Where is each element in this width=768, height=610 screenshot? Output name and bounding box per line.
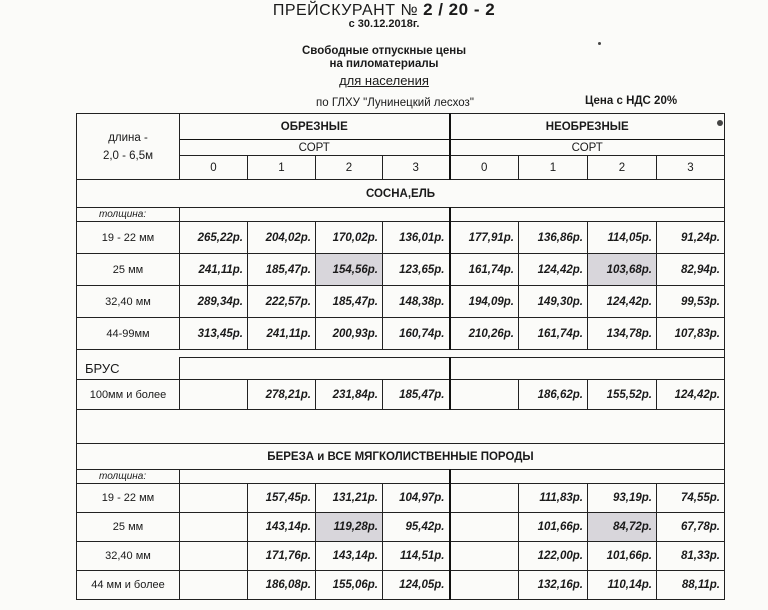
price-cell: 104,97р.: [383, 484, 450, 513]
price-cell: [450, 571, 519, 600]
group-edged: ОБРЕЗНЫЕ: [180, 114, 450, 140]
row-size-label: 32,40 мм: [77, 542, 180, 571]
price-cell: 123,65р.: [383, 254, 450, 286]
price-cell: 241,11р.: [180, 254, 248, 286]
price-cell: 278,21р.: [248, 380, 316, 410]
price-cell: [180, 542, 248, 571]
subtitle-line-2: на пиломатериалы: [329, 58, 439, 70]
price-cell: 124,05р.: [383, 571, 450, 600]
group-unedged: НЕОБРЕЗНЫЕ: [450, 114, 725, 140]
grade-cell: 3: [383, 156, 450, 180]
section-pine: СОСНА,ЕЛЬ: [77, 180, 725, 208]
row-size-label: 100мм и более: [77, 380, 180, 410]
price-cell: 204,02р.: [248, 222, 316, 254]
price-cell: 154,56р.: [316, 254, 383, 286]
price-cell: 122,00р.: [519, 542, 588, 571]
price-cell: 131,21р.: [316, 484, 383, 513]
thickness-label: толщина:: [77, 470, 180, 484]
grade-cell: 2: [588, 156, 657, 180]
row-size-label: 25 мм: [77, 513, 180, 542]
price-cell: 231,84р.: [316, 380, 383, 410]
price-cell: 160,74р.: [383, 318, 450, 350]
price-cell: 222,57р.: [248, 286, 316, 318]
price-cell: 170,02р.: [316, 222, 383, 254]
price-cell: 124,42р.: [657, 380, 725, 410]
price-cell: 88,11р.: [657, 571, 725, 600]
row-size-label: 44 мм и более: [77, 571, 180, 600]
table-row: [77, 484, 725, 513]
row-size-label: 44-99мм: [77, 318, 180, 350]
price-cell: 161,74р.: [519, 318, 588, 350]
price-cell: 81,33р.: [657, 542, 725, 571]
price-cell: 157,45р.: [248, 484, 316, 513]
price-cell: [450, 380, 519, 410]
row-size-label: 32,40 мм: [77, 286, 180, 318]
price-cell: 241,11р.: [248, 318, 316, 350]
price-cell: 194,09р.: [450, 286, 519, 318]
price-cell: 177,91р.: [450, 222, 519, 254]
price-cell: 148,38р.: [383, 286, 450, 318]
grade-cell: 2: [316, 156, 383, 180]
price-cell: 124,42р.: [588, 286, 657, 318]
price-cell: [180, 571, 248, 600]
price-cell: 99,53р.: [657, 286, 725, 318]
price-cell: 289,34р.: [180, 286, 248, 318]
price-cell: 200,93р.: [316, 318, 383, 350]
beam-label: БРУС: [77, 358, 180, 380]
row-size-label: 19 - 22 мм: [77, 484, 180, 513]
price-cell: 110,14р.: [588, 571, 657, 600]
price-cell: 103,68р.: [588, 254, 657, 286]
length-header: [77, 114, 180, 180]
price-cell: 186,62р.: [519, 380, 588, 410]
organization-label: по ГЛХУ "Лунинецкий лесхоз": [316, 97, 474, 109]
price-cell: 265,22р.: [180, 222, 248, 254]
price-cell: 101,66р.: [588, 542, 657, 571]
price-cell: 155,06р.: [316, 571, 383, 600]
table-row: [77, 513, 725, 542]
effective-date: с 30.12.2018г.: [348, 18, 420, 30]
row-size-label: 19 - 22 мм: [77, 222, 180, 254]
price-cell: 74,55р.: [657, 484, 725, 513]
section-birch: БЕРЕЗА и ВСЕ МЯГКОЛИСТВЕННЫЕ ПОРОДЫ: [77, 444, 725, 470]
row-size-label: 25 мм: [77, 254, 180, 286]
table-row: [77, 318, 725, 350]
price-cell: 111,83р.: [519, 484, 588, 513]
price-cell: 161,74р.: [450, 254, 519, 286]
price-cell: 67,78р.: [657, 513, 725, 542]
price-cell: 155,52р.: [588, 380, 657, 410]
price-table: [76, 113, 725, 600]
price-cell: [450, 542, 519, 571]
price-cell: 114,05р.: [588, 222, 657, 254]
grade-cell: 0: [450, 156, 519, 180]
price-cell: 132,16р.: [519, 571, 588, 600]
price-cell: 82,94р.: [657, 254, 725, 286]
price-cell: 134,78р.: [588, 318, 657, 350]
price-cell: 210,26р.: [450, 318, 519, 350]
thickness-row: [77, 470, 725, 484]
price-cell: [180, 513, 248, 542]
title-number: 2 / 20 - 2: [423, 0, 496, 19]
price-cell: 84,72р.: [588, 513, 657, 542]
price-cell: 313,45р.: [180, 318, 248, 350]
price-cell: 171,76р.: [248, 542, 316, 571]
price-cell: 136,01р.: [383, 222, 450, 254]
table-row: [77, 380, 725, 410]
price-cell: 185,47р.: [316, 286, 383, 318]
price-cell: 114,51р.: [383, 542, 450, 571]
subtitle-line-1: Свободные отпускные цены: [301, 45, 467, 57]
price-cell: 185,47р.: [248, 254, 316, 286]
thickness-row: [77, 208, 725, 222]
price-cell: [450, 484, 519, 513]
price-cell: [180, 380, 248, 410]
subtitle: [0, 45, 768, 71]
grade-cell: 3: [657, 156, 725, 180]
price-cell: 185,47р.: [383, 380, 450, 410]
document-title: [0, 0, 768, 20]
grade-label-unedged: СОРТ: [450, 140, 725, 156]
length-label: длина -: [108, 131, 148, 144]
price-cell: [450, 513, 519, 542]
price-cell: 101,66р.: [519, 513, 588, 542]
scan-speck: [598, 42, 601, 45]
price-cell: 95,42р.: [383, 513, 450, 542]
price-cell: 124,42р.: [519, 254, 588, 286]
price-cell: 149,30р.: [519, 286, 588, 318]
price-cell: 91,24р.: [657, 222, 725, 254]
grade-cell: 0: [180, 156, 248, 180]
price-cell: 143,14р.: [248, 513, 316, 542]
price-cell: 136,86р.: [519, 222, 588, 254]
grade-cell: 1: [519, 156, 588, 180]
grade-cell: 1: [248, 156, 316, 180]
thickness-label: толщина:: [77, 208, 180, 222]
price-cell: 186,08р.: [248, 571, 316, 600]
table-row: [77, 542, 725, 571]
price-cell: 107,83р.: [657, 318, 725, 350]
vat-note: Цена с НДС 20%: [585, 95, 678, 107]
price-cell: 143,14р.: [316, 542, 383, 571]
length-range: 2,0 - 6,5м: [102, 149, 154, 162]
grade-label-edged: СОРТ: [180, 140, 450, 156]
price-cell: [180, 484, 248, 513]
table-row: [77, 286, 725, 318]
price-cell: 93,19р.: [588, 484, 657, 513]
table-row: [77, 254, 725, 286]
table-row: [77, 571, 725, 600]
title-prefix: ПРЕЙСКУРАНТ №: [272, 2, 419, 19]
audience-label: для населения: [339, 73, 429, 88]
table-row: [77, 222, 725, 254]
price-cell: 119,28р.: [316, 513, 383, 542]
